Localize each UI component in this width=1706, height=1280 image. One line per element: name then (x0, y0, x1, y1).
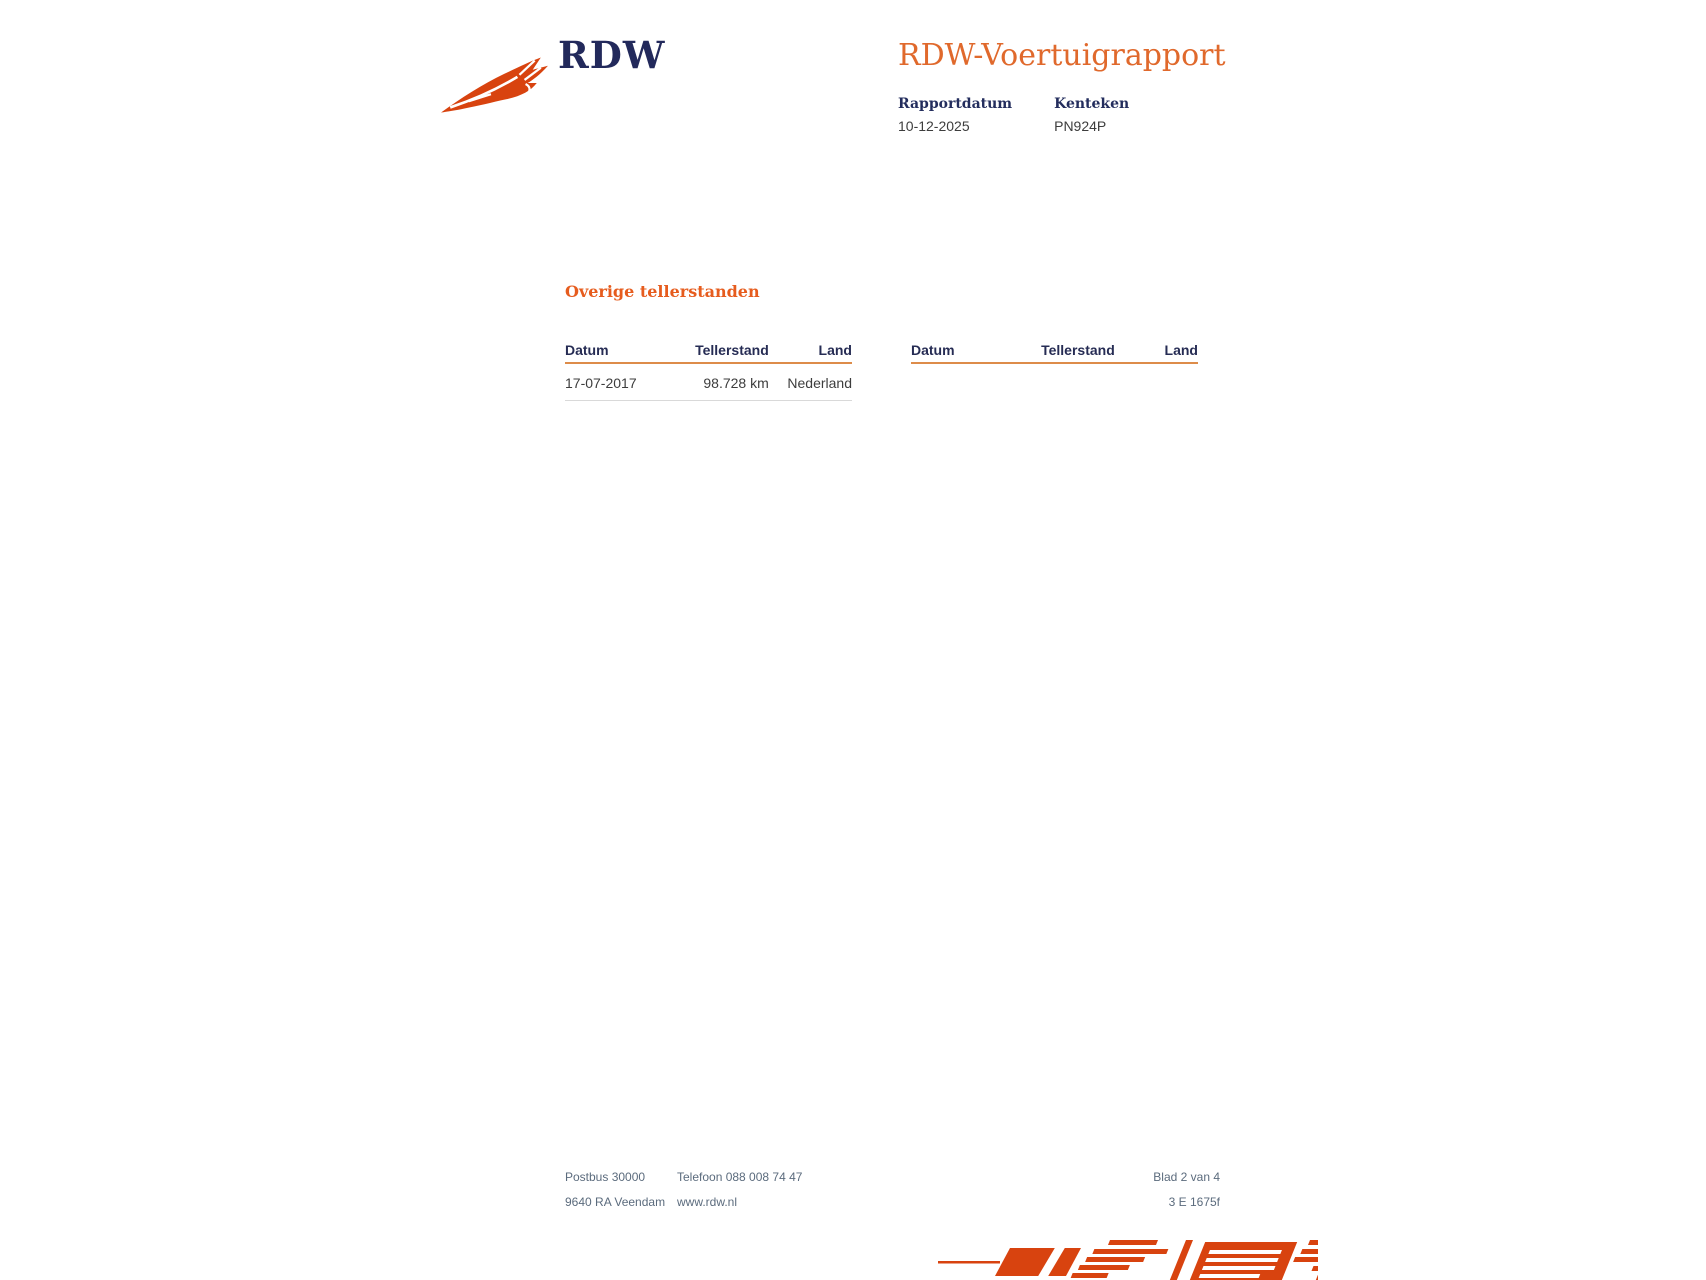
column-header-tellerstand: Tellerstand (1020, 342, 1115, 363)
column-header-land: Land (769, 342, 852, 363)
rdw-stripes-graphic (938, 1240, 1318, 1280)
column-header-land: Land (1115, 342, 1198, 363)
kenteken-label: Kenteken (1054, 96, 1130, 112)
footer-website: www.rdw.nl (677, 1195, 738, 1209)
table-header-row (911, 342, 1198, 363)
rdw-stripes-graphic-icon (938, 1240, 1318, 1280)
column-header-datum: Datum (565, 342, 674, 363)
rdw-feather-logo-icon (438, 48, 550, 118)
page-title: RDW-Voertuigrapport (898, 38, 1226, 73)
footer-address-line2: 9640 RA Veendam (565, 1195, 666, 1209)
report-meta (898, 96, 1152, 134)
kenteken-field (1054, 96, 1152, 134)
tellerstanden-tables (565, 342, 1198, 401)
rapportdatum-label: Rapportdatum (898, 96, 1013, 112)
table-row (565, 363, 852, 401)
page-footer (565, 1170, 1220, 1220)
column-header-tellerstand: Tellerstand (674, 342, 769, 363)
tellerstanden-table-left (565, 342, 852, 401)
table-cell: 98.728 km (674, 363, 769, 401)
table-cell: Nederland (769, 363, 852, 401)
kenteken-value: PN924P (1054, 118, 1107, 134)
section-heading: Overige tellerstanden (565, 282, 760, 301)
rapportdatum-field (898, 96, 1012, 134)
footer-page-indicator: Blad 2 van 4 (1153, 1170, 1220, 1184)
footer-address-line1: Postbus 30000 (565, 1170, 646, 1184)
rdw-logo-text: RDW (558, 33, 666, 77)
column-header-datum: Datum (911, 342, 1020, 363)
footer-phone: Telefoon 088 008 74 47 (677, 1170, 803, 1184)
table-header-row (565, 342, 852, 363)
tellerstanden-table-right (911, 342, 1198, 401)
footer-doc-code: 3 E 1675f (1168, 1195, 1220, 1209)
table-cell: 17-07-2017 (565, 363, 674, 401)
rapportdatum-value: 10-12-2025 (898, 118, 970, 134)
